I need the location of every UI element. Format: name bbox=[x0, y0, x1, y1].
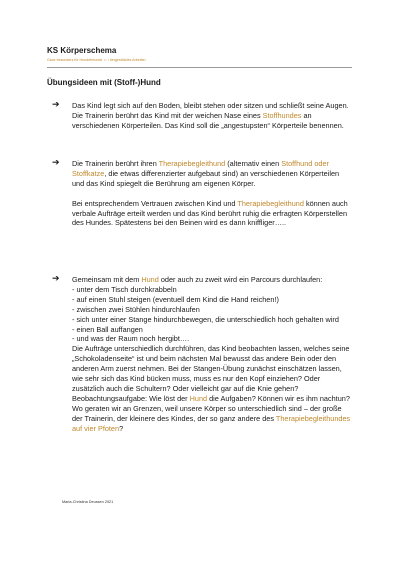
document-subtitle: Ganz besonders für Hundefreunde ☺ / tiergestütztes Arbeiten bbox=[47, 58, 146, 62]
exercise-2-text: Die Trainerin berührt ihren Therapiebegleithund (alternativ einen Stoffhund oder Stoffkatze, die etwas differenzierter aufgebaut sind) an verschiedenen Körperteilen und das Kind spiegelt die Berührung am eigenen Körper. bbox=[72, 159, 340, 188]
exercise-item-1 bbox=[52, 101, 352, 131]
highlight-term: Therapiebegleithund bbox=[158, 159, 226, 168]
parcours-step: - sich unter einer Stange hindurchbewegen, die unterschiedlich hoch gehalten wird bbox=[72, 314, 339, 324]
parcours-step: - und was der Raum noch hergibt…. bbox=[72, 334, 190, 344]
footer-author: Maria-Christina Deussen 2021 bbox=[62, 500, 114, 504]
exercise-item-2 bbox=[52, 159, 352, 228]
exercise-1-text: Das Kind legt sich auf den Boden, bleibt stehen oder sitzen und schließt seine Augen. Die Trainerin berührt das Kind mit der weichen Nase eines Stoffhundes an verschiedenen Körperteilen. Das Kind soll die „angestupsten“ Körperteile benennen. bbox=[72, 101, 349, 130]
exercise-item-3 bbox=[52, 275, 352, 434]
header-divider bbox=[47, 67, 352, 68]
highlight-term: Hund bbox=[189, 393, 208, 403]
section-title: Übungsideen mit (Stoff-)Hund bbox=[47, 78, 161, 87]
exercise-2-paragraph-2: Bei entsprechendem Vertrauen zwischen Kind und Therapiebegleithund können auch verbale Aufträge erteilt werden und das Kind berührt ruhig die erfragten Körperstellen des Hundes. Spätestens bei den Beinen wird es dann kniffliger….. bbox=[72, 198, 348, 228]
arrow-bullet-icon: ➔ bbox=[52, 157, 60, 167]
highlight-term: Therapiebegleithund bbox=[237, 198, 304, 208]
exercise-3-paragraph-2: Die Aufträge unterschiedlich durchführen, das Kind beobachten lassen, welches seine „Schokoladenseite“ ist und beim nächsten Mal bewusst das andere Bein oder den anderen Arm zuerst nehmen. Bei der Stangen-Übung zunächst einschätzen lassen, wie sehr sich das Kind bücken muss, muss es nur den Kopf einziehen? Oder zusätzlich auch die Schultern? Oder vielleicht gar auf die Knie gehen? bbox=[72, 344, 350, 393]
parcours-step: - unter dem Tisch durchkrabbeln bbox=[72, 284, 177, 294]
highlight-term: Stoffhundes bbox=[262, 110, 302, 120]
highlight-term: Hund bbox=[141, 275, 159, 284]
exercise-3-text: Gemeinsam mit dem Hund oder auch zu zweit wird ein Parcours durchlaufen: - unter dem Tisch durchkrabbeln - auf einen Stuhl steigen (eventuell dem Kind die Hand reichen!) - zwischen zwei Stühlen hindurchlaufen - sich unter einer Stange hindurchbewegen, die unterschiedlich hoch gehalten wird - einen Ball auffangen - und was der Raum noch hergibt…. Die Aufträge unterschiedlich durchführen, das Kind beobachten lassen, welches seine „Schokoladenseite“ ist und beim nächsten Mal bewusst das andere Bein oder den anderen Arm zuerst nehmen. Bei der Stangen-Übung zunächst einschätzen lassen, wie sehr sich das Kind bücken muss, muss es nur den Kopf einziehen? Oder zusätzlich auch die Schultern? Oder vielleicht gar auf die Knie gehen? Beobachtungsaufgabe: Wie löst der Hund die Aufgaben? Können wir es ihm nachtun? Wo geraten wir an Grenzen, weil unsere Körper so unterschiedlich sind – der große der Trainerin, der kleinere des Kindes, der so ganz andere des Therapiebegleithundes auf vier Pfoten? bbox=[72, 275, 351, 433]
highlight-term: Therapiebegleithundes auf vier Pfoten bbox=[72, 413, 351, 433]
highlight-term: Stoffhund oder Stoffkatze bbox=[72, 159, 329, 178]
observation-task: Beobachtungsaufgabe: Wie löst der Hund die Aufgaben? Können wir es ihm nachtun? Wo geraten wir an Grenzen, weil unsere Körper so unterschiedlich sind – der große der Trainerin, der kleinere des Kindes, der so ganz andere des Therapiebegleithundes auf vier Pfoten? bbox=[72, 393, 351, 433]
parcours-step: - auf einen Stuhl steigen (eventuell dem Kind die Hand reichen!) bbox=[72, 294, 279, 304]
arrow-bullet-icon: ➔ bbox=[52, 99, 60, 109]
document-title: KS Körperschema bbox=[47, 46, 117, 55]
parcours-step: - einen Ball auffangen bbox=[72, 324, 143, 334]
parcours-step: - zwischen zwei Stühlen hindurchlaufen bbox=[72, 304, 200, 314]
arrow-bullet-icon: ➔ bbox=[52, 273, 60, 283]
